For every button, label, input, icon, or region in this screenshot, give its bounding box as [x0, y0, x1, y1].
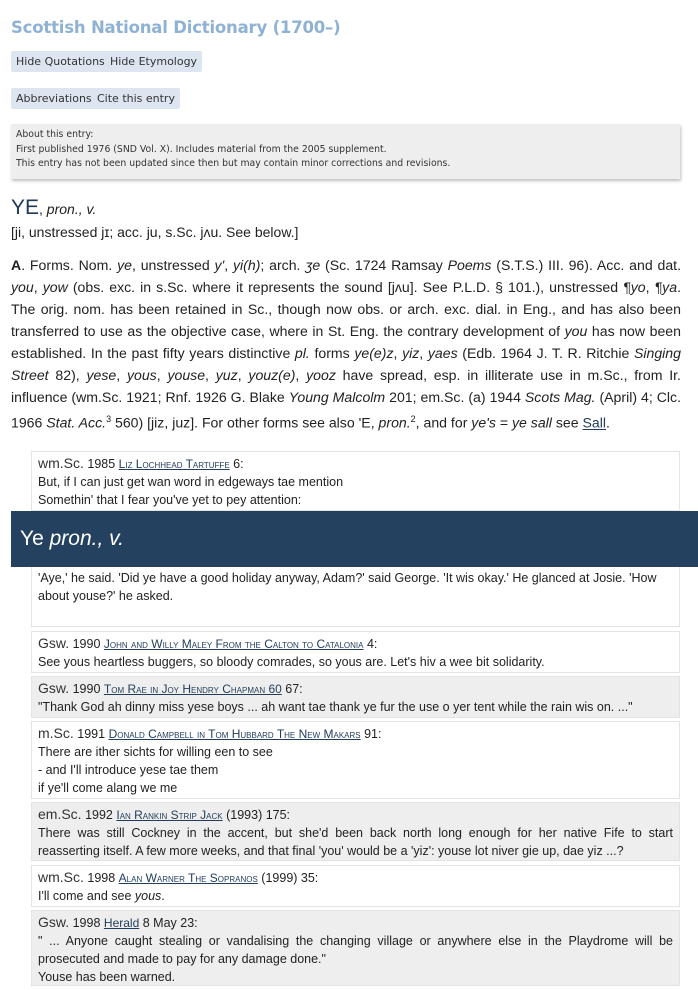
quote-text: I'll come and see: [38, 889, 135, 903]
hide-quotations-button[interactable]: Hide Quotations: [11, 51, 110, 72]
quotation: [31, 721, 680, 799]
quote-year: 1991: [77, 727, 106, 741]
quotation: [31, 451, 680, 511]
quotation: [31, 802, 680, 861]
quote-ref: 67:: [285, 682, 303, 696]
quotation: [31, 567, 680, 627]
forms-text: ,: [295, 367, 307, 383]
forms-text: forms: [309, 345, 355, 361]
forms-text: 560) [jiz, juz]. For other forms see also 'E,: [111, 414, 379, 431]
forms-text: (April) 4; Clc. 1966: [11, 389, 681, 431]
forms-text: . Forms. Nom.: [21, 257, 118, 273]
quote-line: "Thank God ah dinny miss yese boys ... ah want tae thank ye fur the use o yer tent while the rain wis on. ...": [38, 700, 633, 714]
quote-line: 'Aye,' he said.: [38, 571, 115, 585]
forms-text: ,: [116, 367, 127, 383]
form-word: ye(e)z: [354, 345, 394, 361]
forms-text: 82),: [48, 367, 87, 383]
form-word: ʒe: [305, 257, 321, 273]
source-title: Poems: [447, 257, 492, 273]
forms-text: (S.T.S.) III. 96). Acc. and dat.: [491, 257, 681, 273]
quote-ref: (1999) 35:: [261, 871, 319, 885]
abbrev: pron.: [378, 414, 411, 431]
pronunciation: [ji, unstressed jɪ; acc. ju, s.Sc. jʌu. See below.]: [11, 224, 299, 240]
sticky-headword-banner: [11, 511, 698, 567]
form-word: ¶yo: [623, 279, 646, 295]
source-title: Singing Street: [11, 345, 681, 383]
forms-text: ,: [645, 279, 655, 295]
quote-source-link[interactable]: John and Willy Maley From the Calton to Catalonia: [103, 637, 364, 651]
forms-text: ,: [393, 345, 403, 361]
quote-ref: 6:: [233, 457, 244, 471]
form-word: you: [564, 323, 588, 339]
quote-source-link[interactable]: Herald: [103, 916, 140, 930]
forms-text: ,: [224, 257, 233, 273]
form-word: yiz: [402, 345, 420, 361]
quote-source-link[interactable]: Liz Lochhead Tartuffe: [118, 457, 230, 471]
form-word: ye: [117, 257, 132, 273]
forms-text: ,: [33, 279, 43, 295]
form-word: yi(h): [233, 257, 261, 273]
forms-text: 201; em.Sc. (a) 1944: [385, 389, 525, 405]
forms-text: ; arch.: [260, 257, 306, 273]
form-word: you: [11, 279, 34, 295]
forms-text: ,: [419, 345, 428, 361]
quote-line: There was still Cockney in the accent, but she'd been back north long enough for her native Fife to start reasserting itself. A few more weeks, and that final 'you' would be a 'yiz': youse lot niver gie up, dae yiz ...?: [38, 826, 673, 858]
quote-line: if ye'll come alang we me: [38, 781, 178, 795]
forms-text: =: [495, 414, 512, 431]
form-word: yous: [126, 367, 157, 383]
forms-text: (obs. exc. in s.Sc. where it represents the sound [jʌu]. See P.L.D. § 101.), unstressed: [67, 279, 624, 295]
quotation: [31, 865, 680, 907]
quote-line: 'It wis okay.' He glanced at Josie. 'How about youse?' he asked.: [38, 571, 657, 603]
form-word: yow: [42, 279, 68, 295]
quote-emphasis: yous: [134, 889, 162, 903]
forms-text: , unstressed: [131, 257, 215, 273]
section-label: A: [11, 257, 22, 273]
source-title: Scots Mag.: [524, 389, 596, 405]
forms-text: .: [606, 414, 610, 431]
form-word: ye sall: [511, 414, 552, 431]
banner-pos: pron., v.: [49, 527, 124, 550]
form-word: ye's: [471, 414, 496, 431]
quote-line: - and I'll introduce yese tae them: [38, 763, 219, 777]
cross-reference-link[interactable]: Sall: [582, 414, 607, 431]
forms-text: ,: [205, 367, 216, 383]
form-word: youse: [167, 367, 206, 383]
forms-text: see: [551, 414, 583, 431]
superscript: 2: [410, 414, 416, 424]
quote-region: wm.Sc.: [38, 455, 84, 471]
quote-line: There are ither sichts for willing een to see: [38, 745, 273, 759]
quote-source-link[interactable]: Alan Warner The Sopranos: [118, 871, 258, 885]
forms-text: . The orig. nom. has been retained in Sc., though now obs. or arch. exc. dial. in Eng., and has also been transferred to use as the objective case, where in St. Eng. the contrary development of: [11, 279, 681, 339]
forms-text: , and for: [415, 414, 472, 431]
forms-text: have spread, esp. in illiterate use in m.Sc., from Ir. influence (wm.Sc. 1921; Rnf. 1926 G. Blake: [11, 367, 681, 405]
form-word: yese: [86, 367, 117, 383]
about-entry-box: [11, 124, 680, 179]
quote-line: But, if I can just get wan word in edgeways tae mention: [38, 475, 344, 489]
dictionary-title-link[interactable]: Scottish National Dictionary (1700–): [11, 18, 341, 37]
quote-source-link[interactable]: Tom Rae in Joy Hendry Chapman 60: [103, 682, 282, 696]
abbreviations-button[interactable]: Abbreviations: [11, 88, 97, 109]
quote-source-link[interactable]: Donald Campbell in Tom Hubbard The New Makars: [108, 727, 361, 741]
quote-line: Youse has been warned.: [38, 970, 176, 984]
quote-ref: 91:: [364, 727, 382, 741]
form-word: ¶ya: [654, 279, 678, 295]
quote-year: 1985: [87, 457, 116, 471]
quote-ref: 4:: [366, 637, 378, 651]
quote-source-link[interactable]: Ian Rankin Strip Jack: [116, 808, 223, 822]
forms-text: ,: [237, 367, 249, 383]
abbrev: pl.: [294, 345, 310, 361]
forms-text: ,: [156, 367, 168, 383]
quote-year: 1992: [85, 808, 113, 822]
cite-entry-button[interactable]: Cite this entry: [92, 88, 180, 109]
quote-region: m.Sc.: [38, 725, 74, 741]
quote-line: See yous heartless buggers, so bloody comrades, so yous are. Let's hiv a wee bit solidarity.: [38, 655, 545, 669]
about-heading: About this entry:: [16, 129, 94, 140]
quote-text: .: [161, 889, 165, 903]
banner-word: Ye: [20, 527, 44, 550]
source-title: Young Malcolm: [288, 389, 386, 405]
part-of-speech: pron., v.: [46, 201, 97, 217]
quotation: [31, 676, 680, 718]
form-word: y': [214, 257, 225, 273]
quote-line: [38, 887, 673, 905]
quote-year: 1990: [72, 637, 101, 651]
quote-region: Gsw.: [38, 635, 70, 651]
forms-text: (Sc. 1724 Ramsay: [320, 257, 448, 273]
forms-paragraph: [11, 254, 681, 434]
quote-region: em.Sc.: [38, 806, 82, 822]
quotation: [31, 631, 680, 673]
quote-year: 1998: [87, 871, 116, 885]
quote-ref: (1993) 175:: [226, 808, 291, 822]
forms-text: has now been established. In the past fifty years distinctive: [11, 323, 681, 361]
quote-region: wm.Sc.: [38, 869, 84, 885]
quote-line: 'Did ye have a good holiday anyway, Adam?' said George.: [118, 571, 440, 585]
form-word: yuz: [215, 367, 238, 383]
quote-line: Somethin' that I fear you've yet to pey attention:: [38, 493, 302, 507]
form-word: yooz: [306, 367, 336, 383]
quotation: [31, 910, 680, 986]
form-word: yaes: [427, 345, 458, 361]
quote-region: Gsw.: [38, 680, 70, 696]
headword: YE, pron., v.: [11, 196, 97, 219]
headword-text: YE: [11, 196, 40, 219]
quote-year: 1998: [72, 916, 101, 930]
superscript: 3: [106, 414, 112, 424]
quote-region: Gsw.: [38, 914, 70, 930]
source-title: Stat. Acc.: [46, 414, 107, 431]
quote-year: 1990: [72, 682, 101, 696]
forms-text: (Edb. 1964 J. T. R. Ritchie: [457, 345, 634, 361]
about-note: This entry has not been updated since then but may contain minor corrections and revisions.: [16, 158, 451, 169]
about-published: First published 1976 (SND Vol. X). Includes material from the 2005 supplement.: [16, 143, 387, 155]
form-word: youz(e): [248, 367, 296, 383]
quote-ref: 8 May 23:: [142, 916, 198, 930]
hide-etymology-button[interactable]: Hide Etymology: [105, 51, 202, 72]
quote-line: " ... Anyone caught stealing or vandalising the changing village or anywhere else in the Playdrome will be prosecuted and made to pay for any damage done.": [38, 934, 673, 966]
